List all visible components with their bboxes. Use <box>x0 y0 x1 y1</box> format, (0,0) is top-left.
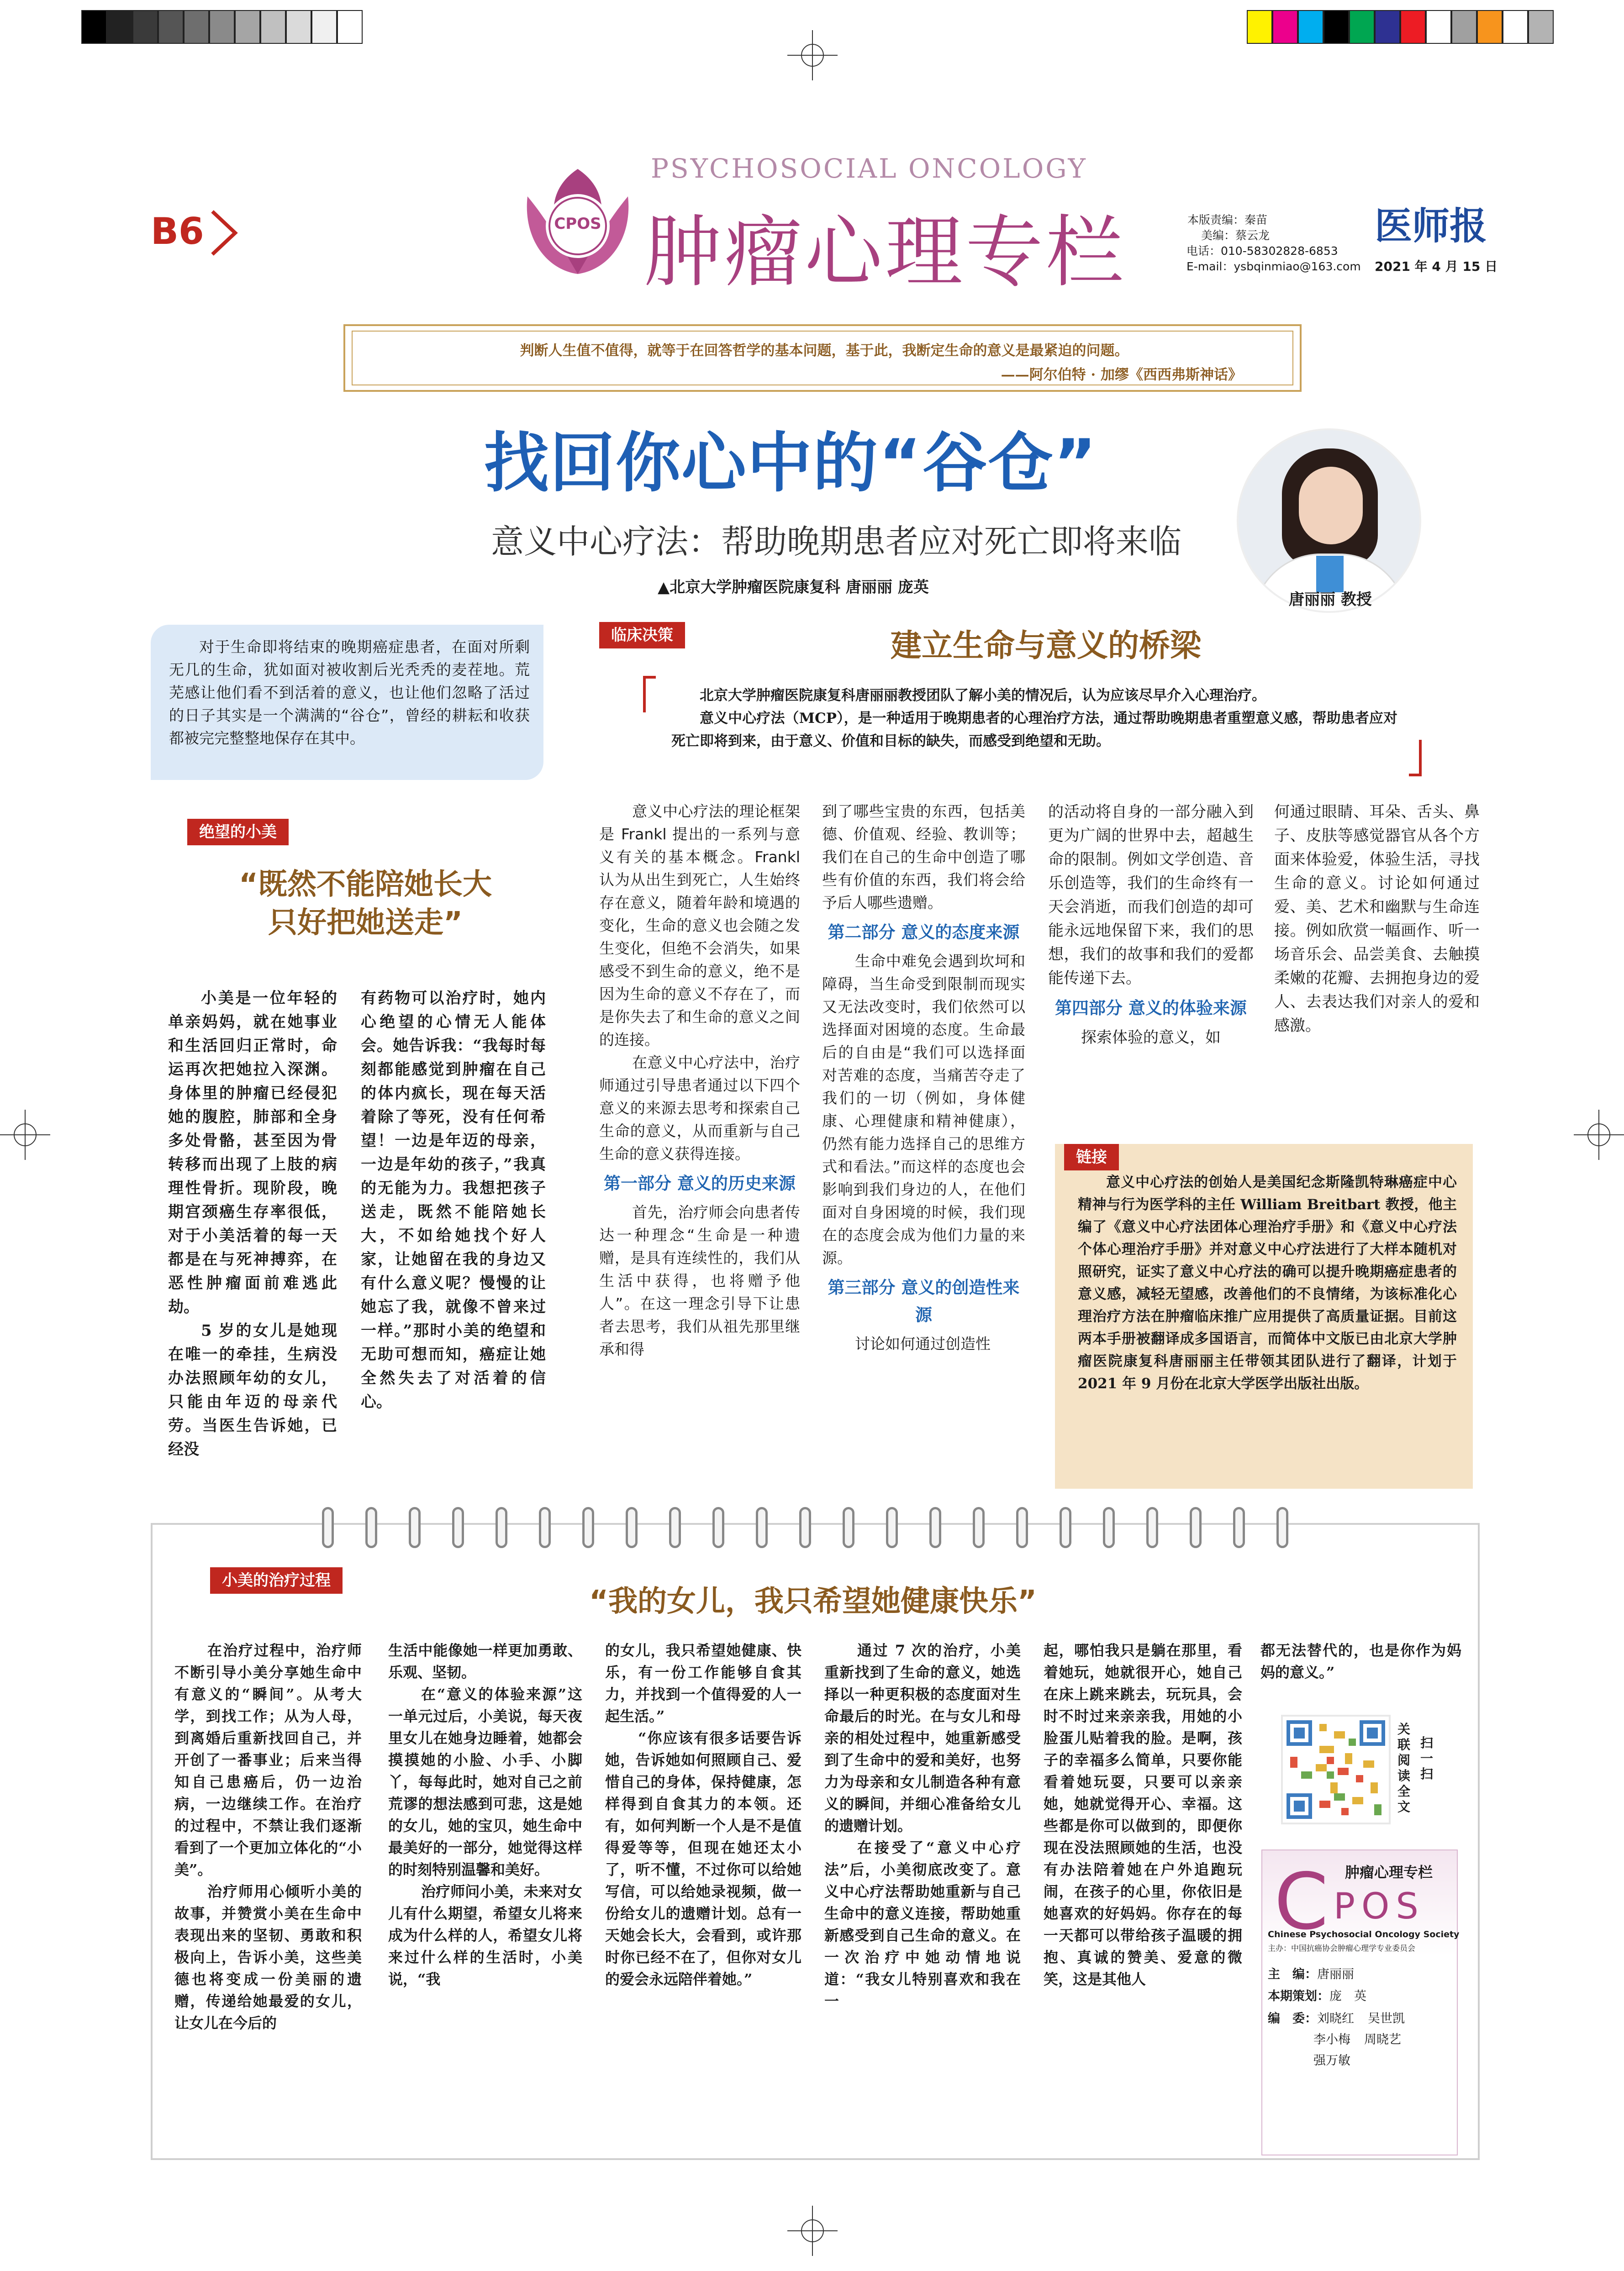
theory-column-2 <box>822 800 1025 1355</box>
crop-mark-right <box>1574 1110 1624 1160</box>
spiral-ring <box>365 1507 377 1548</box>
spiral-ring <box>539 1507 551 1548</box>
treatment-col2-p3: 治疗师问小美，未来对女儿有什么期望，希望女儿将来成为什么样的人，希望女儿将来过什么样的生活时，小美说，“我 <box>388 1883 582 1988</box>
spiral-ring <box>756 1507 768 1548</box>
treatment-col4-p2: 在接受了“意义中心疗法”后，小美彻底改变了。意义中心疗法帮助她重新与自己生命中的意义连接，帮助她重新感受到自己生命的意义。在一次治疗中她动情地说道：“我女儿特别喜欢和我在一 <box>824 1839 1021 2010</box>
treatment-column-3 <box>605 1639 801 1990</box>
despair-column-1 <box>168 986 337 1461</box>
part1-title: 第一部分 意义的历史来源 <box>604 1174 796 1193</box>
board-member: 周晓艺 <box>1364 2033 1401 2047</box>
spiral-ring <box>452 1507 464 1548</box>
part3-title: 第三部分 意义的创造性来源 <box>828 1278 1020 1325</box>
spiral-ring <box>973 1507 985 1548</box>
theory-p1: 意义中心疗法的理论框架是 Frankl 提出的一系列与意义有关的基本概念。Frankl 认为从出生到死亡，人生始终存在意义，随着年龄和境遇的变化，生命的意义也会随之发生变化，但绝不会消失，如果感受不到生命的意义，绝不是因为生命的意义不存在了，而是你失去了和生命的意义之间的连接。 <box>599 802 800 1049</box>
theory-p3: 首先，治疗师会向患者传达一种理念“生命是一种遗赠，是具有连续性的，我们从生活中获得，也将赠予他人”。在这一理念引导下让患者去思考，我们从祖先那里继承和得 <box>599 1203 800 1358</box>
treatment-col4-p1: 通过 7 次的治疗，小美重新找到了生命的意义，她选择以一种更积极的态度面对生命最后的时光。在与女儿和母亲的相处过程中，她重新感受到了生命中的爱和美好，也努力为母亲和女儿制造各种有意义的瞬间，并细心准备给女儿的遗赠计划。 <box>824 1642 1021 1834</box>
link-text: 意义中心疗法的创始人是美国纪念斯隆凯特琳癌症中心精神与行为医学科的主任 William Breitbart 教授，他主编了《意义中心疗法团体心理治疗手册》和《意义中心疗法个体心理治疗手册》并对意义中心疗法进行了大样本随机对照研究，证实了意义中心疗法的确可以提升晚期癌症患者的意义感，减轻无望感，改善他们的不良情绪，为该标准化心理治疗方法在肿瘤临床推广应用提供了高质量证据。目前这两本手册被翻译成多国语言，而简体中文版已由北京大学肿瘤医院康复科唐丽丽主任带领其团队进行了翻译，计划于 2021 年 9 月份在北京大学医学出版社出版。 <box>1078 1174 1457 1392</box>
masthead-logo-pos: POS <box>1334 1886 1425 1927</box>
spiral-ring <box>1103 1507 1115 1548</box>
red-corner-bottomright <box>1409 740 1422 776</box>
spiral-ring <box>1016 1507 1028 1548</box>
theory-p8: 探索体验的意义，如 <box>1081 1028 1221 1047</box>
page-number: B6 <box>151 210 204 253</box>
treatment-column-1 <box>174 1639 362 2034</box>
despair-tag: 绝望的小美 <box>187 819 289 845</box>
spiral-ring <box>1146 1507 1158 1548</box>
qr-label-scan: 扫一扫 <box>1420 1735 1434 1781</box>
crop-mark-left <box>0 1110 50 1160</box>
theory-p4: 到了哪些宝贵的东西，包括美德、价值观、经验、教训等；我们在自己的生命中创造了哪些有价值的东西，我们将会给予后人哪些遗赠。 <box>822 802 1025 912</box>
theory-p2: 在意义中心疗法中，治疗师通过引导患者通过以下四个意义的来源去思考和探索自己生命的意义，从而重新与自己生命的意义获得连接。 <box>599 1054 800 1163</box>
grayscale-registration-strip <box>81 10 363 44</box>
spiral-ring <box>496 1507 507 1548</box>
clinical-lead-2: 意义中心疗法（MCP），是一种适用于晚期患者的心理治疗方法，通过帮助晚期患者重塑意义感，帮助患者应对死亡即将到来，由于意义、价值和目标的缺失，而感受到绝望和无助。 <box>671 710 1397 749</box>
red-corner-topleft <box>643 676 656 712</box>
part4-title: 第四部分 意义的体验来源 <box>1055 998 1247 1018</box>
masthead-logo-c: C <box>1274 1857 1329 1947</box>
theory-column-4 <box>1274 800 1480 1038</box>
theory-column-1 <box>599 800 800 1361</box>
theory-p6: 讨论如何通过创造性 <box>855 1335 991 1353</box>
despair-column-2 <box>361 986 546 1414</box>
despair-heading-line1: “既然不能陪她长大 <box>238 868 492 901</box>
spiral-ring <box>322 1507 334 1548</box>
society-english: Chinese Psychosocial Oncology Society <box>1268 1929 1460 1939</box>
planner-name: 庞 英 <box>1329 1989 1366 2003</box>
quote-text: 判断人生值不值得，就等于在回答哲学的基本问题，基于此，我断定生命的意义是最紧迫的问题。 <box>520 342 1129 359</box>
treatment-column-6 <box>1260 1639 1461 1683</box>
designer-credit: 美编：蔡云龙 <box>1201 229 1270 242</box>
quote-source: ——阿尔伯特 · 加缪《西西弗斯神话》 <box>1001 367 1242 383</box>
spiral-ring <box>929 1507 941 1548</box>
despair-heading <box>183 865 548 942</box>
spiral-ring <box>1233 1507 1245 1548</box>
treatment-col3-p2: “你应该有很多话要告诉她，告诉她如何照顾自己、爱惜自己的身体，保持健康，怎样得到自食其力的本领。还有，如何判断一个人是不是值得爱等等，但现在她还太小了，听不懂，不过你可以给她写信，可以给她录视频，做一份给女儿的遗赠计划。总有一天她会长大，会看到，或许那时你已经不在了，但你对女儿的爱会永远陪伴着她。” <box>605 1729 801 1988</box>
spiral-ring <box>886 1507 898 1548</box>
spiral-ring <box>1276 1507 1288 1548</box>
column-english-title: PSYCHOSOCIAL ONCOLOGY <box>651 153 1087 184</box>
color-registration-strip <box>1247 10 1554 44</box>
clinical-tag: 临床决策 <box>599 622 685 648</box>
crop-mark-bottom <box>787 2206 838 2256</box>
intro-text: 对于生命即将结束的晚期癌症患者，在面对所剩无几的生命，犹如面对被收割后光秃秃的麦茬地。荒芜感让他们看不到活着的意义，也让他们忽略了活过的日子其实是一个满满的“谷仓”，曾经的耕耘和收获都被完完整整地保存在其中。 <box>169 638 530 747</box>
spiral-ring <box>1190 1507 1202 1548</box>
theory-p5: 生命中难免会遇到坎坷和障碍，当生命受到限制而现实又无法改变时，我们依然可以选择面对困境的态度。生命最后的自由是“我们可以选择面对苦难的态度，当痛苦夺走了我们的一切（例如，身体健康、心理健康和精神健康），仍然有能力选择自己的思维方式和看法。”而这样的态度也会影响到我们身边的人，在他们面对自身困境的时候，我们现在的态度会成为他们力量的来源。 <box>822 952 1025 1267</box>
intro-box <box>151 625 543 780</box>
clinical-lead <box>671 684 1397 753</box>
qr-pattern-icon <box>1283 1717 1389 1823</box>
editor-credit: 本版责编：秦苗 <box>1187 213 1268 227</box>
crop-mark-top <box>787 30 838 80</box>
qr-code[interactable] <box>1281 1715 1391 1824</box>
treatment-column-2 <box>388 1639 582 1990</box>
column-title: 肿瘤心理专栏 <box>644 207 1127 298</box>
society-host: 主办：中国抗癌协会肿瘤心理学专业委员会 <box>1268 1944 1415 1953</box>
logo-text: CPOS <box>554 215 601 233</box>
planner-label: 本期策划： <box>1268 1989 1329 2003</box>
article-subtitle: 意义中心疗法：帮助晚期患者应对死亡即将来临 <box>491 522 1182 561</box>
theory-p9: 何通过眼睛、耳朵、舌头、鼻子、皮肤等感觉器官从各个方面来体验爱，体验生活，寻找生命的意义。讨论如何通过爱、美、艺术和幽默与生命连接。例如欣赏一幅画作、听一场音乐会、品尝美食、去触摸柔嫩的花瓣、去拥抱身边的爱人、去表达我们对亲人的爱和感激。 <box>1274 803 1480 1035</box>
treatment-col6-p1: 都无法替代的，也是你作为妈妈的意义。” <box>1260 1642 1461 1681</box>
treatment-col3-p1: 的女儿，我只希望她健康、快乐，有一份工作能够自食其力，并找到一个值得爱的人一起生活。” <box>605 1642 801 1725</box>
spiral-ring <box>582 1507 594 1548</box>
treatment-column-4 <box>824 1639 1021 2012</box>
treatment-col1-p2: 治疗师用心倾听小美的故事，并赞赏小美在生命中表现出来的坚韧、勇敢和积极向上，告诉小美，这些美德也将变成一份美丽的遗赠，传递给她最爱的女儿，让女儿在今后的 <box>174 1883 362 2032</box>
clinical-lead-bold: 北京大学肿瘤医院康复科唐丽丽教授 <box>700 687 926 704</box>
spiral-ring <box>712 1507 724 1548</box>
qr-label-read: 关联阅读全文 <box>1397 1722 1411 1814</box>
spiral-ring <box>669 1507 681 1548</box>
theory-p7: 的活动将自身的一部分融入到更为广阔的世界中去，超越生命的限制。例如文学创造、音乐创造等，我们的生命终有一天会消逝，而我们创造的却可能永远地保留下来，我们的思想，我们的故事和我们的爱都能传递下去。 <box>1048 803 1254 987</box>
despair-col1-p2: 5 岁的女儿是她现在唯一的牵挂，生病没办法照顾年幼的女儿，只能由年迈的母亲代劳。当医生告诉她，已经没 <box>168 1322 337 1459</box>
spiral-ring <box>799 1507 811 1548</box>
masthead-board <box>1268 2008 1405 2071</box>
theory-column-3 <box>1048 800 1254 1049</box>
issue-date: 2021 年 4 月 15 日 <box>1375 259 1498 274</box>
treatment-tag: 小美的治疗过程 <box>210 1567 343 1594</box>
treatment-column-5 <box>1044 1639 1242 1990</box>
phone-number: 电话：010-58302828-6853 <box>1186 244 1338 258</box>
chief-label: 主 编： <box>1268 1967 1317 1981</box>
board-member: 李小梅 <box>1313 2033 1350 2047</box>
clinical-heading: 建立生命与意义的桥梁 <box>891 628 1202 664</box>
despair-col1-p1: 小美是一位年轻的单亲妈妈，就在她事业和生活回归正常时，命运再次把她拉入深渊。身体里的肿瘤已经侵犯她的腹腔，肺部和全身多处骨骼，甚至因为骨转移而出现了上肢的病理性骨折。现阶段，晚期宫颈癌生存率很低，对于小美活着的每一天都是在与死神搏弈，在恶性肿瘤面前难逃此劫。 <box>168 989 337 1316</box>
byline: ▲北京大学肿瘤医院康复科 唐丽丽 庞英 <box>658 578 929 596</box>
masthead-column-name: 肿瘤心理专栏 <box>1345 1864 1433 1881</box>
despair-col2-p1: 有药物可以治疗时，她内心绝望的心情无人能体会。她告诉我：“我每时每刻都能感觉到肿瘤在自己的体内疯长，现在每天活着除了等死，没有任何希望！一边是年迈的母亲，一边是年幼的孩子，”我真的无能为力。我想把孩子送走，既然不能陪她长大，不如给她找个好人家，让她留在我的身边又有什么意义呢？慢慢的让她忘了我，就像不曾来过一样。”那时小美的绝望和无助可想而知，癌症让她全然失去了对活着的信心。 <box>361 989 546 1411</box>
spiral-ring <box>626 1507 638 1548</box>
chief-name: 唐丽丽 <box>1317 1967 1354 1981</box>
spiral-ring <box>409 1507 421 1548</box>
masthead-planner <box>1268 1986 1366 2007</box>
board-member: 吴世凯 <box>1368 2012 1405 2026</box>
clinical-lead-rest: 团队了解小美的情况后，认为应该尽早介入心理治疗。 <box>926 687 1266 704</box>
despair-heading-line2: 只好把她送走” <box>268 906 463 940</box>
treatment-col1-p1: 在治疗过程中，治疗师不断引导小美分享她生命中有意义的“瞬间”。从考大学，到找工作；从为人母，到离婚后重新找回自己，并开创了一番事业；后来当得知自己患癌后，仍一边治病，一边继续工作。在治疗的过程中，不禁让我们逐渐看到了一个更加立体化的“小美”。 <box>174 1642 362 1878</box>
treatment-heading: “我的女儿，我只希望她健康快乐” <box>589 1585 1037 1618</box>
author-portrait <box>1237 428 1421 613</box>
masthead-chief <box>1268 1965 1354 1985</box>
treatment-col5-p1: 起，哪怕我只是躺在那里，看着她玩，她就很开心，她自己在床上跳来跳去，玩玩具，会时不时过来亲亲我，用她的小脸蛋儿贴着我的脸。是啊，孩子的幸福多么简单，只要你能看着她玩耍，只要可以亲亲她，她就觉得开心、幸福。这些都是你可以做到的，即便你现在没法照顾她的生活，也没有办法陪着她在户外追跑玩闹，在孩子的心里，你依旧是她喜欢的好妈妈。你存在的每一天都可以带给孩子温暖的拥抱、真诚的赞美、爱意的微笑，这是其他人 <box>1044 1642 1242 1988</box>
board-member: 强万敏 <box>1313 2054 1350 2068</box>
spiral-ring <box>1060 1507 1071 1548</box>
board-member: 刘晓红 <box>1317 2012 1354 2026</box>
chevron-right-icon <box>208 208 240 258</box>
board-label: 编 委： <box>1268 2012 1317 2026</box>
article-title: 找回你心中的“谷仓” <box>484 426 1097 501</box>
part2-title: 第二部分 意义的态度来源 <box>828 922 1020 942</box>
portrait-caption: 唐丽丽 教授 <box>1289 590 1372 609</box>
link-tag: 链接 <box>1064 1144 1119 1170</box>
treatment-col2-p1: 生活中能像她一样更加勇敢、乐观、坚韧。 <box>388 1642 582 1681</box>
spiral-ring <box>843 1507 854 1548</box>
treatment-col2-p2: 在“意义的体验来源”这一单元过后，小美说，每天夜里女儿在她身边睡着，她都会摸摸她的小脸、小手、小脚丫，每每此时，她对自己之前荒谬的想法感到可悲，这是她的女儿，她的宝贝，她生命中最美好的一部分，她觉得这样的时刻特别温馨和美好。 <box>388 1686 582 1878</box>
paper-name: 医师报 <box>1375 204 1487 248</box>
email-address: E-mail：ysbqinmiao@163.com <box>1186 260 1361 273</box>
